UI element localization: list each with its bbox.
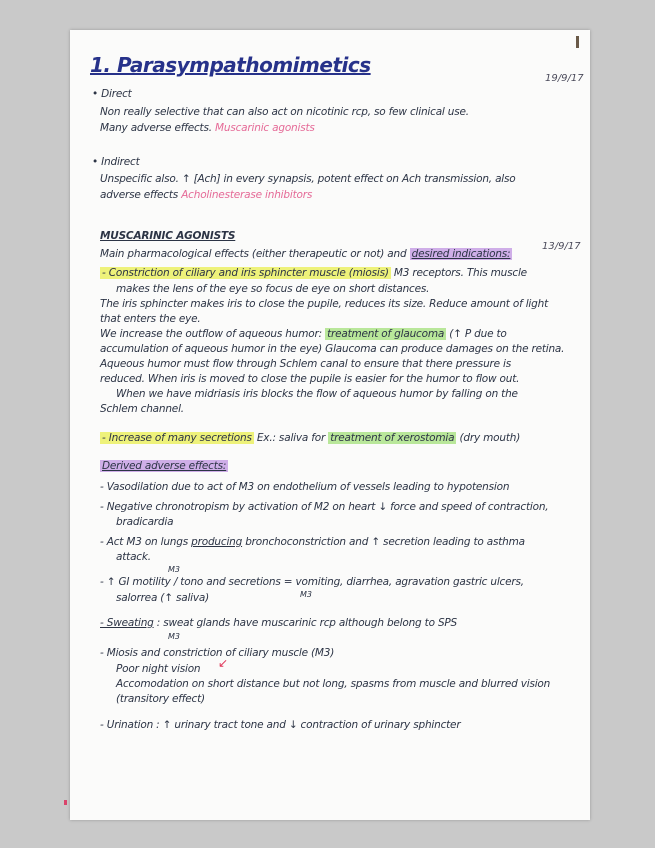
muscarinic-agonists-note: Muscarinic agonists [215,122,315,134]
margin-mark [64,800,67,805]
dry-mouth: (dry mouth) [459,432,521,444]
constriction-receptors: M3 receptors. This muscle [393,267,527,279]
indirect-label: • Indirect [92,156,140,168]
date-top: 19/9/17 [545,73,584,84]
adverse-heading-text: Derived adverse effects: [102,460,227,472]
indirect-line-1: Unspecific also. ↑ [Ach] in every synapsis, potent effect on Ach transmission, also [100,173,516,185]
direct-label: • Direct [92,88,132,100]
adverse-line-12: (transitory effect) [116,693,205,705]
glaucoma-treatment: treatment of glaucoma [327,328,445,340]
constriction-line-2: makes the lens of the eye so focus de eye on short distances. [116,283,430,295]
constriction-highlight: - Constriction of ciliary and iris sphincter muscle (miosis) [102,267,389,279]
adverse-line-2: - Negative chronotropism by activation of M2 on heart ↓ force and speed of contraction, [100,501,549,513]
glaucoma-line-6: Schlem channel. [100,403,184,415]
m3-subscript: M3 [300,590,312,599]
adverse-line-3: bradicardia [116,516,174,528]
page-title: 1. Parasympathomimetics [90,53,371,77]
secretions-example: Ex.: saliva for [256,432,326,444]
indirect-line-2 [100,189,312,201]
adverse-line-4 [100,536,525,548]
acholinesterase-note: Acholinesterase inhibitors [181,189,313,201]
adverse-line-1: - Vasodilation due to act of M3 on endothelium of vessels leading to hypotension [100,481,510,493]
bronchoconstriction-text: bronchoconstriction and ↑ secretion leading to asthma [245,536,525,548]
main-effects-line [100,248,512,260]
secretions-line [100,432,520,444]
m3-superscript: M3 [168,565,180,574]
adverse-line-5: attack. [116,551,151,563]
glaucoma-text-c: (↑ P due to [449,328,507,340]
glaucoma-text-a: We increase the outflow of aqueous humor: [100,328,322,340]
direct-line-2-text: Many adverse effects. [100,122,212,134]
indirect-line-2-text: adverse effects [100,189,179,201]
glaucoma-line-3: Aqueous humor must flow through Schlem canal to ensure that there pressure is [100,358,512,370]
constriction-line-1 [100,267,527,279]
date-muscarinic: 13/9/17 [542,241,581,252]
adverse-line-6 [100,576,524,588]
gi-text: - ↑ GI motility / tono and secretions [100,576,281,588]
secretions-highlight: - Increase of many secretions [102,432,252,444]
muscarinic-heading: MUSCARINIC AGONISTS [100,230,236,242]
main-effects-text: Main pharmacological effects (either therapeutic or not) and [100,248,407,260]
adverse-line-11: Accomodation on short distance but not long, spasms from muscle and blurred vision [116,678,551,690]
sweating-text: - Sweating [100,617,154,629]
producing-text: producing [191,536,243,548]
glaucoma-line-1 [100,328,507,340]
red-arrow-icon: ↙ [218,656,229,670]
direct-line-1: Non really selective that can also act on nicotinic rcp, so few clinical use. [100,106,469,118]
adverse-line-7: salorrea (↑ saliva) [116,592,210,604]
constriction-line-4: that enters the eye. [100,313,201,325]
adverse-line-10: Poor night vision [116,663,201,675]
xerostomia-treatment: treatment of xerostomia [330,432,455,444]
lungs-text: - Act M3 on lungs [100,536,188,548]
glaucoma-line-5: When we have midriasis iris blocks the flow of aqueous humor by falling on the [116,388,518,400]
glaucoma-line-4: reduced. When iris is moved to close the pupile is easier for the humor to flow out. [100,373,520,385]
gi-effects: = vomiting, diarrhea, agravation gastric ulcers, [283,576,524,588]
direct-line-2 [100,122,315,134]
adverse-line-9: - Miosis and constriction of ciliary muscle (M3) [100,647,335,659]
m3-sweating: M3 [168,632,180,641]
adverse-line-8 [100,617,457,629]
sweating-effects: : sweat glands have muscarinic rcp although belong to SPS [156,617,458,629]
desired-indications: desired indications: [411,248,511,260]
glaucoma-line-2: accumulation of aqueous humor in the eye) Glaucoma can produce damages on the retina. [100,343,565,355]
corner-mark [576,36,579,48]
notebook-page [70,30,590,820]
constriction-line-3: The iris sphincter makes iris to close the pupile, reduces its size. Reduce amount of light [100,298,548,310]
adverse-heading [100,460,228,472]
adverse-line-13: - Urination : ↑ urinary tract tone and ↓ contraction of urinary sphincter [100,719,461,731]
